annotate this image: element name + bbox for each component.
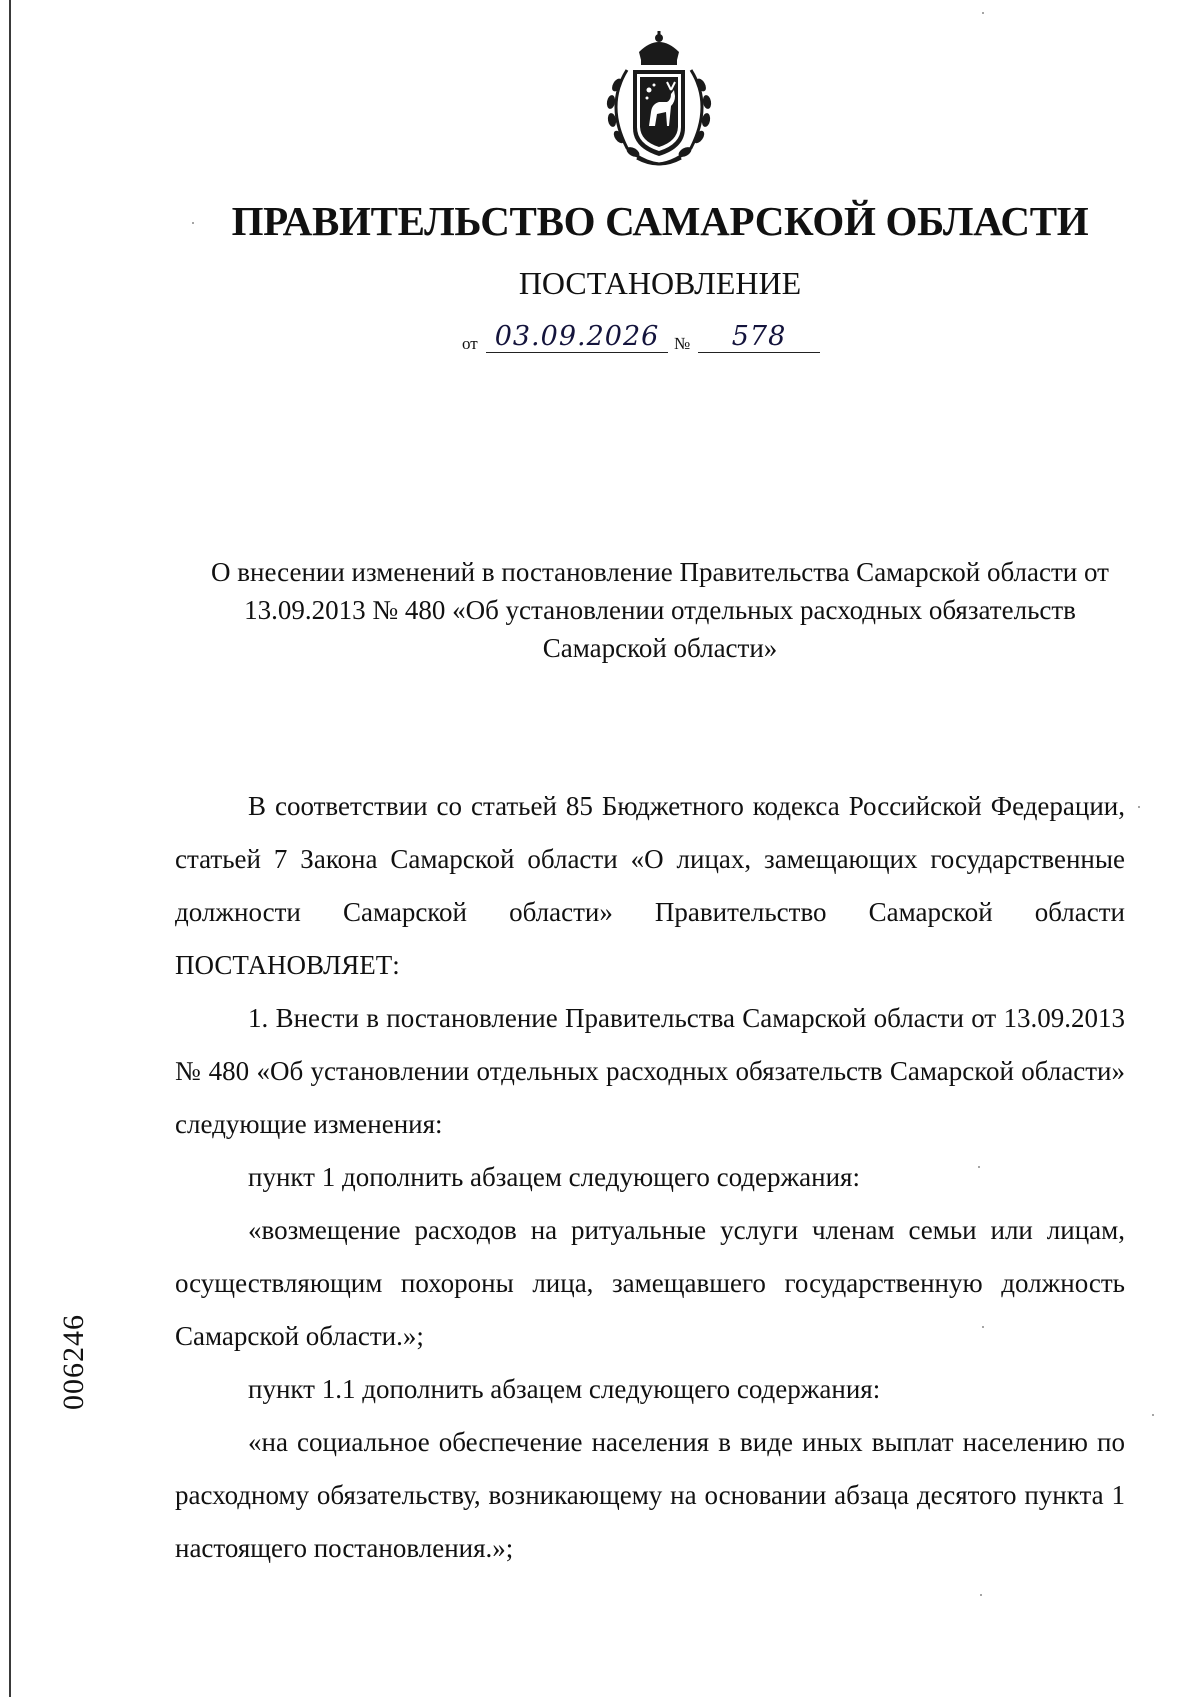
body-paragraph: «на социальное обеспечение населения в виде иных выплат населению по расходному обязательству, возникающему на основании абзаца десятого пункта 1 настоящего постановления.»; (175, 1427, 1125, 1563)
date-label: от (462, 334, 478, 353)
document-type: ПОСТАНОВЛЕНИЕ (518, 265, 802, 301)
number-value: 578 (698, 322, 820, 353)
scan-speck (982, 1326, 984, 1328)
document-body (175, 780, 1125, 1575)
registration-side-number: 006246 (57, 1314, 90, 1410)
scan-speck (978, 1166, 980, 1168)
number-label: № (674, 334, 691, 353)
scan-speck (980, 1594, 982, 1596)
scan-speck (1138, 806, 1140, 808)
scan-speck (982, 12, 984, 14)
body-paragraph: «возмещение расходов на ритуальные услуги членам семьи или лицам, осуществляющим похороны лица, замещавшего государственную должность Самарской области.»; (175, 1215, 1125, 1351)
scan-speck (192, 222, 194, 224)
body-paragraph: В соответствии со статьей 85 Бюджетного кодекса Российской Федерации, статьей 7 Закона Самарской области «О лицах, замещающих государственные должности Самарской области» Правительство Самарской области ПОСТАНОВЛЯЕТ: (175, 791, 1125, 980)
document-subject: О внесении изменений в постановление Правительства Самарской области от 13.09.2013 № 480 «Об установлении отдельных расходных обязательств Самарской области» (211, 557, 1109, 663)
date-value: 03.09.2026 (486, 322, 668, 353)
body-paragraph: 1. Внести в постановление Правительства Самарской области от 13.09.2013 № 480 «Об установлении отдельных расходных обязательств Самарской области» следующие изменения: (175, 1003, 1125, 1139)
organization-title: ПРАВИТЕЛЬСТВО САМАРСКОЙ ОБЛАСТИ (231, 198, 1089, 244)
body-paragraph: пункт 1.1 дополнить абзацем следующего содержания: (248, 1374, 881, 1404)
scan-left-edge (9, 0, 11, 1697)
body-paragraph: пункт 1 дополнить абзацем следующего содержания: (248, 1162, 860, 1192)
scan-speck (1152, 1414, 1154, 1416)
coat-of-arms-icon (597, 30, 721, 170)
